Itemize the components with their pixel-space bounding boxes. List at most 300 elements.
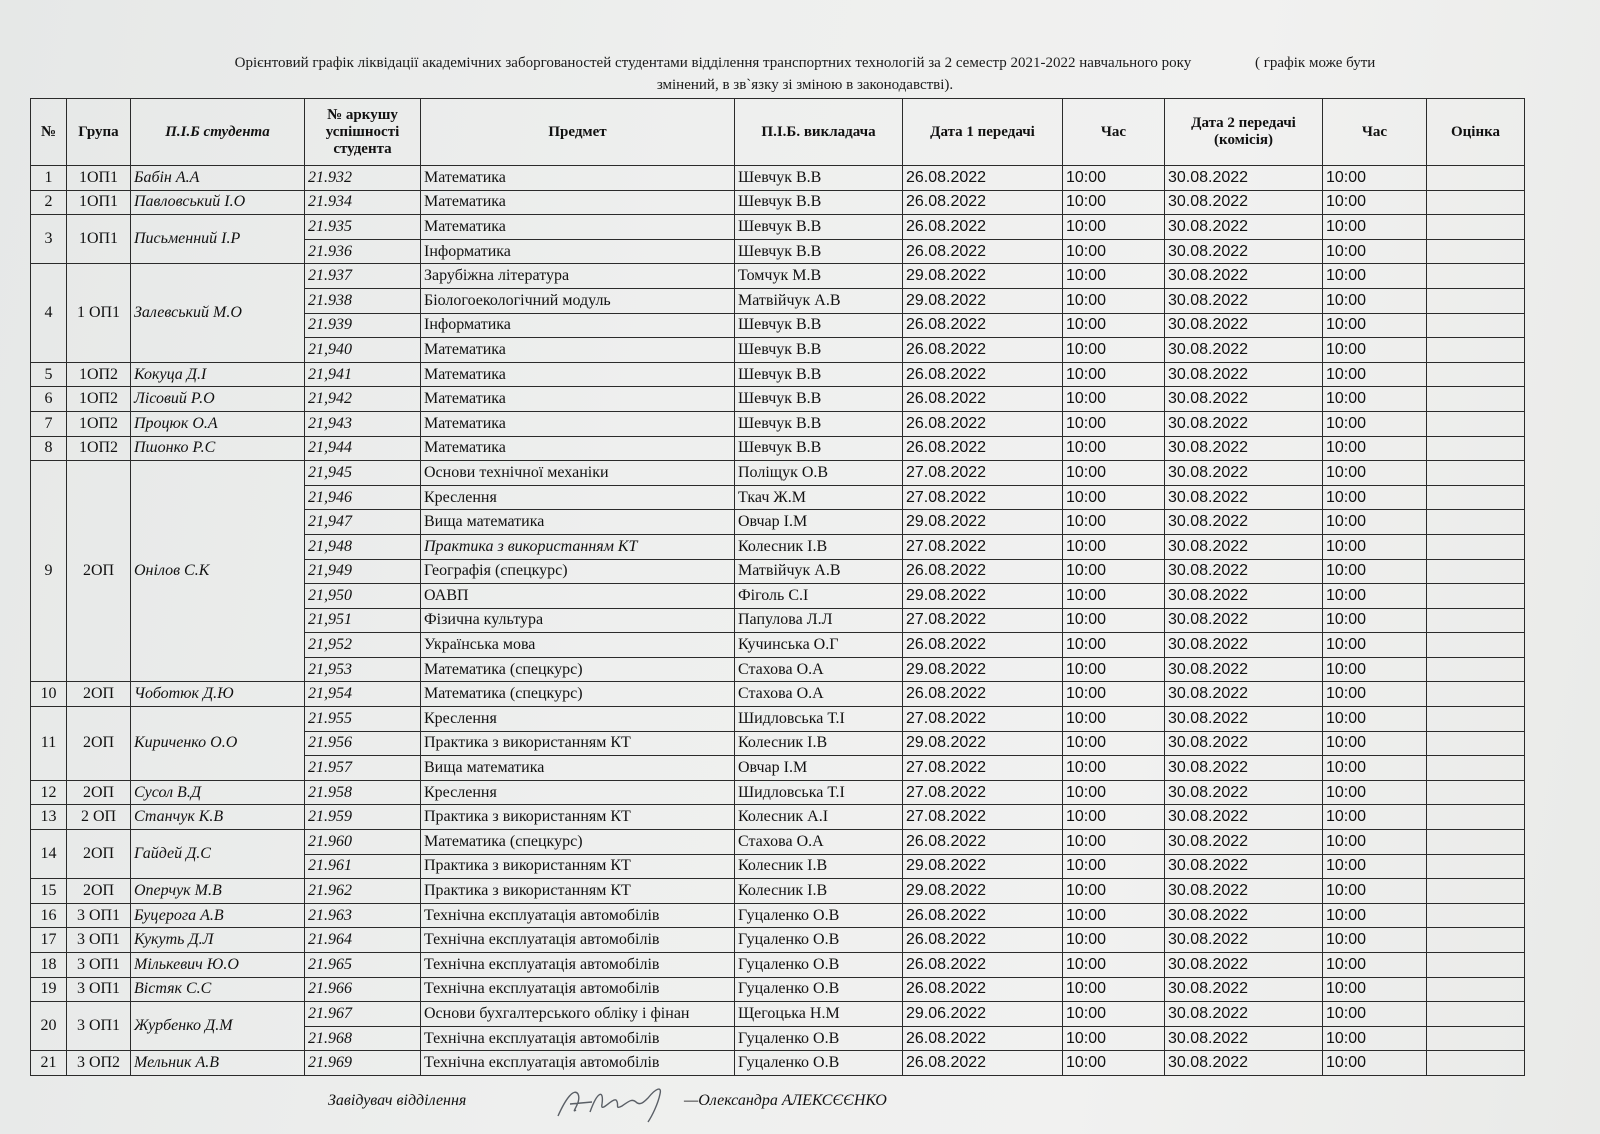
date1-cell: 29.08.2022 [903,854,1063,879]
group-cell: 3 ОП1 [67,928,131,953]
teacher-cell: Гуцаленко О.В [735,903,903,928]
date2-cell: 30.08.2022 [1165,830,1323,855]
date1-cell: 29.08.2022 [903,657,1063,682]
grade-cell [1427,534,1525,559]
grade-cell [1427,313,1525,338]
teacher-cell: Шевчук В.В [735,411,903,436]
header-num: № [31,99,67,166]
teacher-cell: Колесник І.В [735,854,903,879]
group-cell: 3 ОП1 [67,977,131,1002]
grade-cell [1427,584,1525,609]
sheet-number: 21.936 [305,239,421,264]
table-row [31,411,1525,436]
table-row [31,707,1525,732]
student-name: Процюк О.А [131,411,305,436]
student-name: Кукуть Д.Л [131,928,305,953]
student-name: Лісовий Р.О [131,387,305,412]
subject-cell: Математика [421,362,735,387]
date1-cell: 26.08.2022 [903,215,1063,240]
time1-cell: 10:00 [1063,387,1165,412]
time1-cell: 10:00 [1063,288,1165,313]
time2-cell: 10:00 [1323,485,1427,510]
date2-cell: 30.08.2022 [1165,559,1323,584]
group-cell: 1 ОП1 [67,264,131,362]
time1-cell: 10:00 [1063,780,1165,805]
time1-cell: 10:00 [1063,362,1165,387]
sheet-number: 21.939 [305,313,421,338]
sheet-number: 21.932 [305,166,421,191]
time2-cell: 10:00 [1323,411,1427,436]
sheet-number: 21.967 [305,1002,421,1027]
table-row [31,1002,1525,1027]
sheet-number: 21.937 [305,264,421,289]
time1-cell: 10:00 [1063,239,1165,264]
group-cell: 3 ОП1 [67,903,131,928]
group-cell: 2ОП [67,707,131,781]
group-cell: 1ОП2 [67,362,131,387]
date1-cell: 26.08.2022 [903,830,1063,855]
grade-cell [1427,1051,1525,1076]
group-cell: 1ОП1 [67,166,131,191]
student-name: Письменний І.Р [131,215,305,264]
time1-cell: 10:00 [1063,756,1165,781]
table-row [31,953,1525,978]
row-number: 20 [31,1002,67,1051]
table-row [31,879,1525,904]
time1-cell: 10:00 [1063,879,1165,904]
date1-cell: 29.08.2022 [903,288,1063,313]
date1-cell: 29.06.2022 [903,1002,1063,1027]
header-time2: Час [1323,99,1427,166]
time1-cell: 10:00 [1063,584,1165,609]
grade-cell [1427,805,1525,830]
sheet-number: 21.955 [305,707,421,732]
subject-cell: Інформатика [421,239,735,264]
time2-cell: 10:00 [1323,288,1427,313]
grade-cell [1427,411,1525,436]
time2-cell: 10:00 [1323,313,1427,338]
sheet-number: 21,948 [305,534,421,559]
time2-cell: 10:00 [1323,1002,1427,1027]
time1-cell: 10:00 [1063,1051,1165,1076]
time1-cell: 10:00 [1063,436,1165,461]
subject-cell: Математика [421,338,735,363]
time2-cell: 10:00 [1323,534,1427,559]
title-line-1: Орієнтовий графік ліквідації академічних заборгованостей студентами відділення транспортних технологій за 2 семестр 2021-2022 навчального року [234,55,1192,71]
sheet-number: 21.965 [305,953,421,978]
sheet-number: 21,941 [305,362,421,387]
time1-cell: 10:00 [1063,1026,1165,1051]
student-name: Мельник А.В [131,1051,305,1076]
time2-cell: 10:00 [1323,854,1427,879]
time1-cell: 10:00 [1063,903,1165,928]
schedule-body [31,166,1525,1076]
sheet-number: 21.963 [305,903,421,928]
time2-cell: 10:00 [1323,780,1427,805]
time2-cell: 10:00 [1323,190,1427,215]
date2-cell: 30.08.2022 [1165,977,1323,1002]
subject-cell: Технічна експлуатація автомобілів [421,1026,735,1051]
date2-cell: 30.08.2022 [1165,854,1323,879]
sheet-number: 21,943 [305,411,421,436]
date2-cell: 30.08.2022 [1165,313,1323,338]
subject-cell: Вища математика [421,756,735,781]
date1-cell: 26.08.2022 [903,387,1063,412]
grade-cell [1427,657,1525,682]
subject-cell: Технічна експлуатація автомобілів [421,903,735,928]
table-row [31,830,1525,855]
table-row [31,215,1525,240]
time2-cell: 10:00 [1323,928,1427,953]
group-cell: 2ОП [67,461,131,682]
header-group: Група [67,99,131,166]
date2-cell: 30.08.2022 [1165,239,1323,264]
date1-cell: 26.08.2022 [903,1051,1063,1076]
row-number: 10 [31,682,67,707]
date1-cell: 26.08.2022 [903,903,1063,928]
teacher-cell: Гуцаленко О.В [735,977,903,1002]
time2-cell: 10:00 [1323,879,1427,904]
teacher-cell: Гуцаленко О.В [735,1051,903,1076]
group-cell: 1ОП2 [67,436,131,461]
teacher-cell: Стахова О.А [735,830,903,855]
student-name: Журбенко Д.М [131,1002,305,1051]
header-time1: Час [1063,99,1165,166]
time2-cell: 10:00 [1323,731,1427,756]
time1-cell: 10:00 [1063,411,1165,436]
teacher-cell: Кучинська О.Г [735,633,903,658]
time1-cell: 10:00 [1063,854,1165,879]
date1-cell: 27.08.2022 [903,805,1063,830]
header-sheet: № аркушу успішності студента [305,99,421,166]
table-row [31,387,1525,412]
date1-cell: 26.08.2022 [903,362,1063,387]
date1-cell: 27.08.2022 [903,461,1063,486]
teacher-cell: Стахова О.А [735,657,903,682]
row-number: 19 [31,977,67,1002]
date2-cell: 30.08.2022 [1165,166,1323,191]
teacher-cell: Шевчук В.В [735,313,903,338]
date2-cell: 30.08.2022 [1165,780,1323,805]
subject-cell: Українська мова [421,633,735,658]
subject-cell: Практика з використанням КТ [421,731,735,756]
teacher-cell: Шидловська Т.І [735,707,903,732]
sheet-number: 21,944 [305,436,421,461]
date1-cell: 27.08.2022 [903,756,1063,781]
time1-cell: 10:00 [1063,731,1165,756]
group-cell: 2ОП [67,780,131,805]
date2-cell: 30.08.2022 [1165,1002,1323,1027]
date1-cell: 26.08.2022 [903,166,1063,191]
subject-cell: Технічна експлуатація автомобілів [421,1051,735,1076]
grade-cell [1427,707,1525,732]
date2-cell: 30.08.2022 [1165,953,1323,978]
time2-cell: 10:00 [1323,338,1427,363]
grade-cell [1427,338,1525,363]
sheet-number: 21,951 [305,608,421,633]
grade-cell [1427,977,1525,1002]
subject-cell: Математика (спецкурс) [421,682,735,707]
time1-cell: 10:00 [1063,633,1165,658]
subject-cell: Фізична культура [421,608,735,633]
subject-cell: Математика [421,387,735,412]
sheet-number: 21,953 [305,657,421,682]
date2-cell: 30.08.2022 [1165,756,1323,781]
time2-cell: 10:00 [1323,903,1427,928]
sheet-number: 21.935 [305,215,421,240]
time2-cell: 10:00 [1323,977,1427,1002]
group-cell: 1ОП2 [67,411,131,436]
time1-cell: 10:00 [1063,215,1165,240]
header-grade: Оцінка [1427,99,1525,166]
group-cell: 2ОП [67,682,131,707]
date2-cell: 30.08.2022 [1165,338,1323,363]
table-row [31,903,1525,928]
grade-cell [1427,854,1525,879]
date2-cell: 30.08.2022 [1165,461,1323,486]
student-name: Кириченко О.О [131,707,305,781]
sheet-number: 21,945 [305,461,421,486]
table-row [31,436,1525,461]
subject-cell: Інформатика [421,313,735,338]
date2-cell: 30.08.2022 [1165,1051,1323,1076]
teacher-cell: Шевчук В.В [735,362,903,387]
grade-cell [1427,288,1525,313]
row-number: 15 [31,879,67,904]
subject-cell: Вища математика [421,510,735,535]
date1-cell: 26.08.2022 [903,1026,1063,1051]
sheet-number: 21.960 [305,830,421,855]
row-number: 13 [31,805,67,830]
date1-cell: 26.08.2022 [903,411,1063,436]
date2-cell: 30.08.2022 [1165,608,1323,633]
subject-cell: Практика з використанням КТ [421,879,735,904]
header-row [31,99,1525,166]
row-number: 9 [31,461,67,682]
teacher-cell: Шевчук В.В [735,166,903,191]
date2-cell: 30.08.2022 [1165,288,1323,313]
teacher-cell: Матвійчук А.В [735,559,903,584]
row-number: 21 [31,1051,67,1076]
subject-cell: Біологоекологічний модуль [421,288,735,313]
student-name: Павловський І.О [131,190,305,215]
date1-cell: 29.08.2022 [903,264,1063,289]
subject-cell: Математика [421,166,735,191]
time2-cell: 10:00 [1323,239,1427,264]
grade-cell [1427,485,1525,510]
group-cell: 3 ОП1 [67,953,131,978]
header-subject: Предмет [421,99,735,166]
row-number: 3 [31,215,67,264]
time2-cell: 10:00 [1323,166,1427,191]
time1-cell: 10:00 [1063,1002,1165,1027]
date1-cell: 26.08.2022 [903,338,1063,363]
grade-cell [1427,682,1525,707]
time1-cell: 10:00 [1063,682,1165,707]
time2-cell: 10:00 [1323,756,1427,781]
date1-cell: 26.08.2022 [903,190,1063,215]
row-number: 5 [31,362,67,387]
table-row [31,928,1525,953]
teacher-cell: Фіголь С.І [735,584,903,609]
student-name: Оперчук М.В [131,879,305,904]
time1-cell: 10:00 [1063,534,1165,559]
table-row [31,805,1525,830]
student-name: Пшонко Р.С [131,436,305,461]
handwritten-signature [552,1080,672,1126]
teacher-cell: Шевчук В.В [735,338,903,363]
student-name: Станчук К.В [131,805,305,830]
grade-cell [1427,559,1525,584]
date2-cell: 30.08.2022 [1165,633,1323,658]
sheet-number: 21.957 [305,756,421,781]
grade-cell [1427,903,1525,928]
time2-cell: 10:00 [1323,461,1427,486]
header-teacher: П.І.Б. викладача [735,99,903,166]
sheet-number: 21.959 [305,805,421,830]
grade-cell [1427,731,1525,756]
teacher-cell: Гуцаленко О.В [735,928,903,953]
time2-cell: 10:00 [1323,830,1427,855]
date1-cell: 26.08.2022 [903,682,1063,707]
time1-cell: 10:00 [1063,977,1165,1002]
sheet-number: 21.969 [305,1051,421,1076]
subject-cell: Практика з використанням КТ [421,534,735,559]
row-number: 1 [31,166,67,191]
teacher-cell: Щегоцька Н.М [735,1002,903,1027]
subject-cell: Креслення [421,780,735,805]
date2-cell: 30.08.2022 [1165,805,1323,830]
date2-cell: 30.08.2022 [1165,657,1323,682]
group-cell: 1ОП1 [67,215,131,264]
table-row [31,977,1525,1002]
grade-cell [1427,436,1525,461]
grade-cell [1427,362,1525,387]
subject-cell: Основи технічної механіки [421,461,735,486]
date2-cell: 30.08.2022 [1165,190,1323,215]
subject-cell: ОАВП [421,584,735,609]
sheet-number: 21.968 [305,1026,421,1051]
grade-cell [1427,928,1525,953]
date2-cell: 30.08.2022 [1165,436,1323,461]
teacher-cell: Томчук М.В [735,264,903,289]
sheet-number: 21,942 [305,387,421,412]
date1-cell: 27.08.2022 [903,707,1063,732]
time1-cell: 10:00 [1063,805,1165,830]
group-cell: 2ОП [67,830,131,879]
time1-cell: 10:00 [1063,166,1165,191]
row-number: 12 [31,780,67,805]
sheet-number: 21.934 [305,190,421,215]
date1-cell: 27.08.2022 [903,534,1063,559]
teacher-cell: Шевчук В.В [735,436,903,461]
header-date2: Дата 2 передачі (комісія) [1165,99,1323,166]
date1-cell: 29.08.2022 [903,584,1063,609]
date2-cell: 30.08.2022 [1165,485,1323,510]
grade-cell [1427,1026,1525,1051]
time2-cell: 10:00 [1323,264,1427,289]
date2-cell: 30.08.2022 [1165,879,1323,904]
sheet-number: 21.961 [305,854,421,879]
teacher-cell: Шевчук В.В [735,387,903,412]
date1-cell: 26.08.2022 [903,239,1063,264]
date2-cell: 30.08.2022 [1165,707,1323,732]
teacher-cell: Колесник І.В [735,879,903,904]
table-row [31,1051,1525,1076]
footer-position: Завідувач відділення [328,1092,467,1109]
table-row [31,166,1525,191]
grade-cell [1427,510,1525,535]
time1-cell: 10:00 [1063,830,1165,855]
date1-cell: 26.08.2022 [903,977,1063,1002]
time2-cell: 10:00 [1323,559,1427,584]
row-number: 8 [31,436,67,461]
time1-cell: 10:00 [1063,510,1165,535]
teacher-cell: Колесник І.В [735,534,903,559]
grade-cell [1427,879,1525,904]
date1-cell: 26.08.2022 [903,313,1063,338]
date2-cell: 30.08.2022 [1165,510,1323,535]
time2-cell: 10:00 [1323,953,1427,978]
teacher-cell: Стахова О.А [735,682,903,707]
sheet-number: 21.966 [305,977,421,1002]
row-number: 2 [31,190,67,215]
header-student: П.І.Б студента [131,99,305,166]
time2-cell: 10:00 [1323,510,1427,535]
time2-cell: 10:00 [1323,215,1427,240]
date1-cell: 27.08.2022 [903,485,1063,510]
sheet-number: 21,947 [305,510,421,535]
table-row [31,461,1525,486]
time1-cell: 10:00 [1063,461,1165,486]
row-number: 4 [31,264,67,362]
teacher-cell: Гуцаленко О.В [735,1026,903,1051]
date1-cell: 26.08.2022 [903,436,1063,461]
table-row [31,780,1525,805]
time2-cell: 10:00 [1323,584,1427,609]
teacher-cell: Матвійчук А.В [735,288,903,313]
teacher-cell: Колесник І.В [735,731,903,756]
subject-cell: Технічна експлуатація автомобілів [421,977,735,1002]
teacher-cell: Овчар І.М [735,756,903,781]
title-note: ( графік може бути [1254,55,1376,71]
grade-cell [1427,780,1525,805]
time1-cell: 10:00 [1063,264,1165,289]
title-line-2: змінений, в зв`язку зі зміною в законодавстві). [656,77,954,93]
date2-cell: 30.08.2022 [1165,903,1323,928]
student-name: Вістяк С.С [131,977,305,1002]
row-number: 11 [31,707,67,781]
subject-cell: Креслення [421,485,735,510]
document-title [40,52,1570,96]
date2-cell: 30.08.2022 [1165,584,1323,609]
date1-cell: 29.08.2022 [903,879,1063,904]
sheet-number: 21.956 [305,731,421,756]
schedule-table [30,98,1525,1076]
subject-cell: Технічна експлуатація автомобілів [421,928,735,953]
time1-cell: 10:00 [1063,608,1165,633]
student-name: Гайдей Д.С [131,830,305,879]
grade-cell [1427,830,1525,855]
footer-signatory: —Олександра АЛЕКСЄЄНКО [684,1092,887,1109]
time1-cell: 10:00 [1063,190,1165,215]
date1-cell: 26.08.2022 [903,953,1063,978]
subject-cell: Математика (спецкурс) [421,657,735,682]
grade-cell [1427,190,1525,215]
date2-cell: 30.08.2022 [1165,1026,1323,1051]
teacher-cell: Поліщук О.В [735,461,903,486]
group-cell: 3 ОП2 [67,1051,131,1076]
